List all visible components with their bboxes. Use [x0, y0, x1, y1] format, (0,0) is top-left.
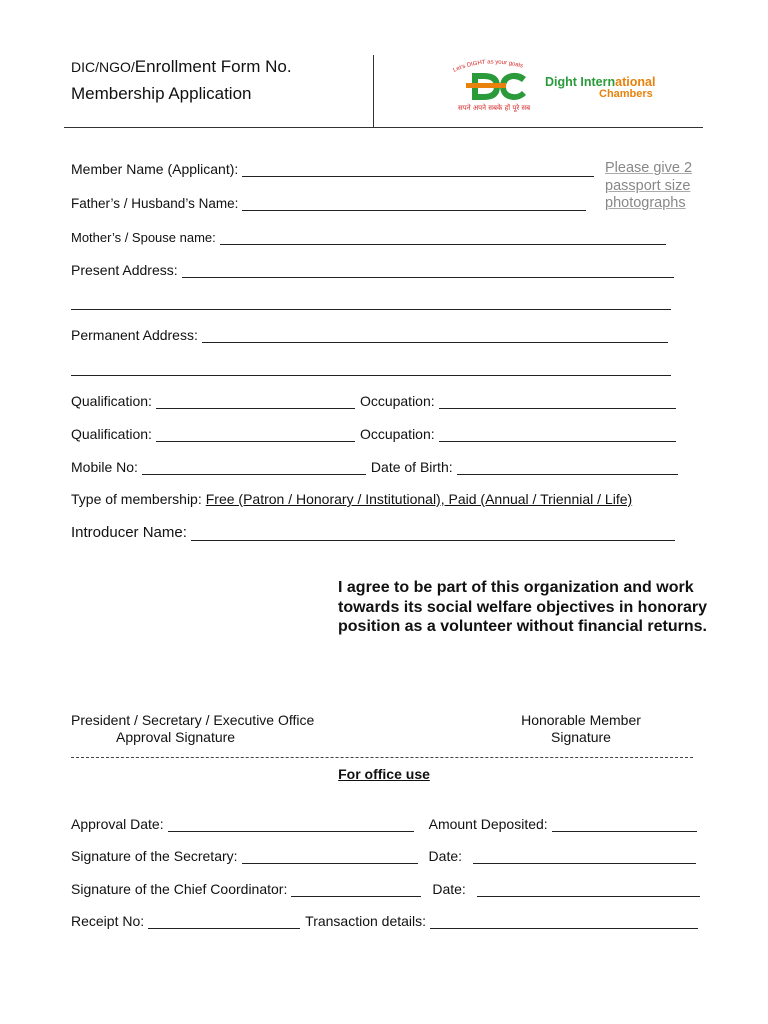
- mobile-label: Mobile No:: [71, 459, 138, 475]
- approval-signature-block: [71, 712, 314, 745]
- logo-name-part2: ational: [615, 75, 656, 89]
- enrollment-form-no-label: Enrollment Form No.: [134, 57, 292, 76]
- logo-stripe: [466, 83, 506, 88]
- approval-signature-label: Approval Signature: [116, 729, 236, 745]
- office-use-title: For office use: [338, 766, 430, 782]
- secretary-signature-field[interactable]: [242, 850, 418, 864]
- organization-logo: [444, 58, 694, 114]
- transaction-details-field[interactable]: [430, 915, 698, 929]
- dob-field[interactable]: [457, 461, 678, 475]
- header-divider-horizontal: [64, 127, 703, 128]
- mother-spouse-label: Mother’s / Spouse name:: [71, 230, 216, 245]
- svg-text:Let's DIGHT as your goals: [452, 59, 523, 73]
- qualification-row-1: [71, 393, 676, 409]
- member-name-row: [71, 161, 594, 177]
- receipt-no-label: Receipt No:: [71, 913, 145, 929]
- chief-signature-label: Signature of the Chief Coordinator:: [71, 881, 288, 897]
- approval-date-label: Approval Date:: [71, 816, 164, 832]
- logo-name-part1: Dight Intern: [545, 75, 616, 89]
- form-prefix: DIC/NGO/: [71, 59, 135, 75]
- permanent-address-row: [71, 327, 668, 343]
- membership-type-options[interactable]: Free (Patron / Honorary / Institutional), Paid (Annual / Triennial / Life): [205, 491, 633, 507]
- member-name-field[interactable]: [242, 163, 594, 177]
- photo-note-line-3: photographs: [605, 195, 686, 211]
- occupation-label-2: Occupation:: [359, 426, 435, 442]
- secretary-signature-row: [71, 848, 696, 864]
- logo-name-line2: Chambers: [599, 88, 653, 100]
- permanent-address-field[interactable]: [202, 329, 668, 343]
- form-subtitle: Membership Application: [71, 84, 252, 103]
- occupation-field-2[interactable]: [439, 428, 676, 442]
- present-address-label: Present Address:: [71, 262, 178, 278]
- mobile-dob-row: [71, 459, 678, 475]
- transaction-details-label: Transaction details:: [305, 913, 427, 929]
- membership-type-row: [71, 491, 632, 507]
- introducer-label: Introducer Name:: [71, 524, 187, 541]
- approval-date-row: [71, 816, 697, 832]
- member-signature-title: Honorable Member: [521, 712, 641, 728]
- secretary-date-label: Date:: [428, 848, 463, 864]
- dob-label: Date of Birth:: [370, 459, 453, 475]
- member-name-label: Member Name (Applicant):: [71, 161, 239, 177]
- mother-spouse-row: [71, 230, 666, 245]
- chief-signature-field[interactable]: [291, 883, 421, 897]
- present-address-row: [71, 262, 674, 278]
- office-use-heading: [0, 766, 768, 782]
- present-address-field-2[interactable]: [71, 296, 671, 310]
- permanent-address-row-2: [71, 362, 671, 376]
- introducer-row: [71, 524, 675, 541]
- present-address-row-2: [71, 296, 671, 310]
- chief-date-label: Date:: [432, 881, 466, 897]
- form-title: [71, 57, 292, 77]
- introducer-field[interactable]: [191, 527, 675, 541]
- receipt-no-field[interactable]: [148, 915, 300, 929]
- secretary-date-field[interactable]: [473, 850, 696, 864]
- section-separator: [71, 757, 693, 758]
- approval-date-field[interactable]: [168, 818, 414, 832]
- membership-type-label: Type of membership:: [71, 491, 202, 507]
- header-divider-vertical: [373, 55, 374, 128]
- occupation-field-1[interactable]: [439, 395, 676, 409]
- photo-note-line-2: passport size: [605, 177, 691, 194]
- photo-note-line-1: Please give 2: [605, 160, 693, 176]
- approval-signature-title: President / Secretary / Executive Office: [71, 712, 315, 728]
- father-husband-label: Father’s / Husband’s Name:: [71, 196, 239, 211]
- logo-tagline: Let's DIGHT as your goals: [452, 59, 524, 74]
- qualification-label-2: Qualification:: [71, 426, 152, 442]
- qualification-row-2: [71, 426, 676, 442]
- qualification-field-2[interactable]: [156, 428, 355, 442]
- qualification-field-1[interactable]: [156, 395, 355, 409]
- mobile-field[interactable]: [142, 461, 366, 475]
- occupation-label-1: Occupation:: [359, 393, 435, 409]
- secretary-signature-label: Signature of the Secretary:: [71, 848, 238, 864]
- logo-graphic: [444, 58, 694, 114]
- amount-deposited-label: Amount Deposited:: [428, 816, 548, 832]
- mother-spouse-field[interactable]: [220, 231, 666, 245]
- father-husband-field[interactable]: [242, 197, 586, 211]
- receipt-row: [71, 913, 698, 929]
- father-husband-row: [71, 196, 586, 211]
- permanent-address-label: Permanent Address:: [71, 327, 198, 343]
- svg-text:Dight International: [545, 75, 655, 89]
- photo-instruction: [605, 160, 692, 213]
- logo-hindi-slogan: सपने अपने सबके हों पूरे सब: [458, 104, 531, 112]
- member-signature-label: Signature: [551, 729, 611, 745]
- present-address-field[interactable]: [182, 264, 674, 278]
- member-signature-block: [516, 712, 646, 745]
- chief-signature-row: [71, 881, 700, 897]
- amount-deposited-field[interactable]: [552, 818, 697, 832]
- qualification-label-1: Qualification:: [71, 393, 152, 409]
- permanent-address-field-2[interactable]: [71, 362, 671, 376]
- agreement-statement: I agree to be part of this organization and work towards its social welfare objectives in honorary position as a volunteer without financial returns.: [338, 579, 708, 635]
- chief-date-field[interactable]: [477, 883, 700, 897]
